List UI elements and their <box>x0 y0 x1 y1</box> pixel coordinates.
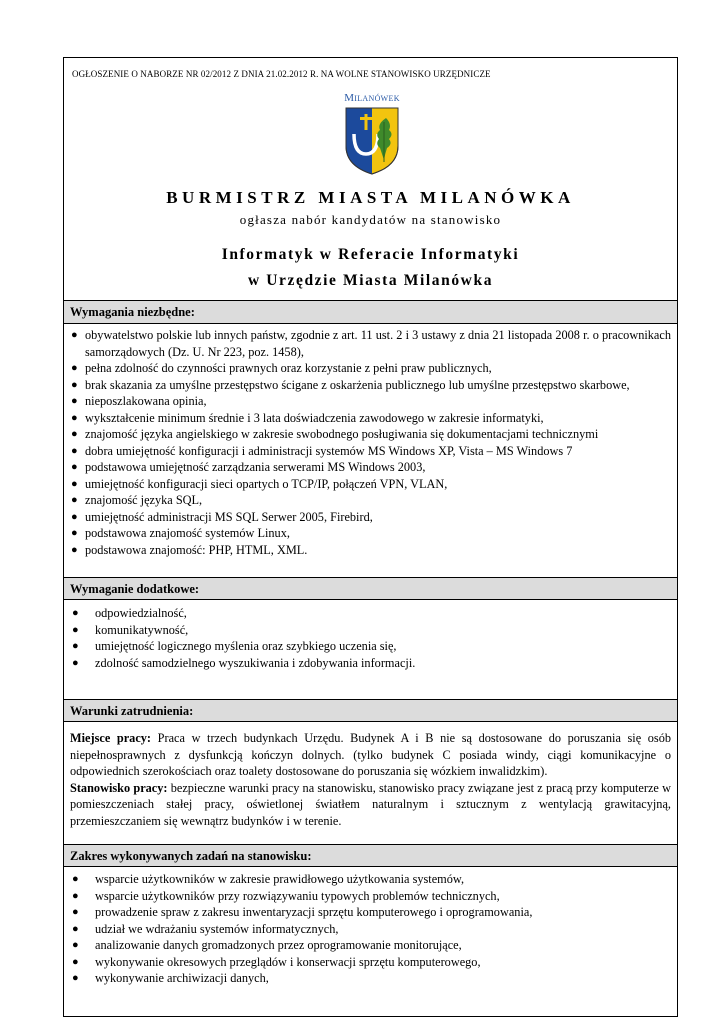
bullet-icon: ● <box>71 428 78 440</box>
list-item: ● komunikatywność, <box>72 622 189 637</box>
bullet-icon: ● <box>72 939 79 951</box>
document-frame <box>63 57 678 1017</box>
list-item: ● umiejętność konfiguracji sieci opartych o TCP/IP, połączeń VPN, VLAN, <box>71 476 448 491</box>
bullet-icon: ● <box>72 607 79 619</box>
list-item: ● umiejętność administracji MS SQL Serwer 2005, Firebird, <box>71 509 373 524</box>
requirements-heading: Wymagania niezbędne: <box>64 301 677 324</box>
conditions-heading: Warunki zatrudnienia: <box>64 699 677 722</box>
bullet-icon: ● <box>71 510 78 523</box>
coat-of-arms-logo <box>332 92 412 176</box>
workplace-label: Miejsce pracy: <box>70 731 152 745</box>
bullet-icon: ● <box>71 444 78 457</box>
bullet-icon: ● <box>71 329 78 341</box>
list-item: ● zdolność samodzielnego wyszukiwania i zdobywania informacji. <box>72 655 416 670</box>
list-item: ● podstawowa umiejętność zarządzania serwerami MS Windows 2003, <box>71 460 426 474</box>
bullet-icon: ● <box>71 543 78 556</box>
list-item: ● wsparcie użytkowników przy rozwiązywaniu typowych problemów technicznych, <box>72 888 500 903</box>
additional-heading: Wymaganie dodatkowe: <box>64 577 677 600</box>
bullet-icon: ● <box>71 395 78 407</box>
bullet-icon: ● <box>71 494 78 506</box>
bullet-icon: ● <box>71 477 78 490</box>
list-item: ● znajomość języka angielskiego w zakresie swobodnego posługiwania się dokumentacjami technicznymi <box>71 427 599 441</box>
workplace-paragraph: Miejsce pracy: Praca w trzech budynkach Urzędu. Budynek A i B nie są dostosowane do poruszania się osób niepełnosprawnych z dysfunkcją kończyn dolnych. (tylko budynek C posiada windy, ciągi komunikacyjne o odpowiednich szerokościach oraz toalety dostosowane do poruszania się wózkiem inwalidzkim). <box>70 731 672 778</box>
bullet-icon: ● <box>72 922 79 935</box>
announcement-line: OGŁOSZENIE O NABORZE NR 02/2012 Z DNIA 21.02.2012 R. NA WOLNE STANOWISKO URZĘDNICZE <box>72 69 491 79</box>
list-item: ● pełna zdolność do czynności prawnych oraz korzystanie z pełni praw publicznych, <box>71 361 492 375</box>
list-item: ● umiejętność logicznego myślenia oraz szybkiego uczenia się, <box>72 639 397 653</box>
requirements-list <box>64 324 677 577</box>
position-label: Stanowisko pracy: <box>70 780 168 795</box>
position-title-line1: Informatyk w Referacie Informatyki <box>221 246 520 263</box>
position-paragraph: Stanowisko pracy: bezpieczne warunki pracy na stanowisku, stanowisko pracy związane jest z pracą przy komputerze w pomieszczeniach stałej pracy, oświetlonej światłem naturalnym i sztucznym z wentylacją grawitacyjną, przemieszczaniem się wewnątrz budynków i w terenie. <box>70 780 671 828</box>
list-item: ● udział we wdrażaniu systemów informatycznych, <box>72 921 339 936</box>
bullet-icon: ● <box>71 411 78 424</box>
list-item: ● podstawowa znajomość: PHP, HTML, XML. <box>71 542 308 557</box>
bullet-icon: ● <box>72 906 79 918</box>
list-item: ● wykonywanie okresowych przeglądów i konserwacji sprzętu komputerowego, <box>72 954 481 969</box>
announcement-subtitle: ogłasza nabór kandydatów na stanowisko <box>239 212 502 227</box>
list-item: ● nieposzlakowana opinia, <box>71 394 207 408</box>
bullet-icon: ● <box>72 656 79 669</box>
bullet-icon: ● <box>71 527 78 539</box>
bullet-icon: ● <box>71 378 78 391</box>
list-item: ● analizowanie danych gromadzonych przez oprogramowanie monitorujące, <box>72 938 462 952</box>
bullet-icon: ● <box>72 972 79 984</box>
list-item: ● wykształcenie minimum średnie i 3 lata doświadczenia zawodowego w zakresie informatyki, <box>71 410 544 425</box>
bullet-icon: ● <box>72 623 79 636</box>
bullet-icon: ● <box>71 362 78 374</box>
bullet-icon: ● <box>72 873 79 885</box>
logo-town-name: Milanówek <box>344 92 400 104</box>
tasks-list <box>64 867 677 987</box>
bullet-icon: ● <box>71 461 78 473</box>
list-item: ● podstawowa znajomość systemów Linux, <box>71 526 290 540</box>
shield-icon <box>344 106 400 176</box>
list-item: ● prowadzenie spraw z zakresu inwentaryzacji sprzętu komputerowego i oprogramowania, <box>72 905 533 919</box>
list-item: ● znajomość języka SQL, <box>71 493 203 507</box>
list-item: ● dobra umiejętność konfiguracji i administracji systemów MS Windows XP, Vista – MS Windows 7 <box>71 443 573 458</box>
mayor-title: BURMISTRZ MIASTA MILANÓWKA <box>166 188 575 207</box>
bullet-icon: ● <box>72 640 79 652</box>
list-item: ● wsparcie użytkowników w zakresie prawidłowego użytkowania systemów, <box>72 872 465 886</box>
list-item: ● obywatelstwo polskie lub innych państw, zgodnie z art. 11 ust. 2 i 3 ustawy z dnia 21 listopada 2008 r. o pracownikach samorządowych (Dz. U. Nr 223, poz. 1458), <box>71 328 671 359</box>
list-item: ● wykonywanie archiwizacji danych, <box>72 971 269 985</box>
tasks-heading: Zakres wykonywanych zadań na stanowisku: <box>64 844 677 867</box>
additional-list <box>64 600 677 699</box>
conditions-text <box>64 722 677 844</box>
list-item: ● brak skazania za umyślne przestępstwo ścigane z oskarżenia publicznego lub umyślne przestępstwo skarbowe, <box>71 377 630 392</box>
bullet-icon: ● <box>72 955 79 968</box>
position-title-line2: w Urzędzie Miasta Milanówka <box>247 272 494 289</box>
list-item: ● odpowiedzialność, <box>72 606 187 620</box>
document-header <box>64 58 677 301</box>
bullet-icon: ● <box>72 889 79 902</box>
